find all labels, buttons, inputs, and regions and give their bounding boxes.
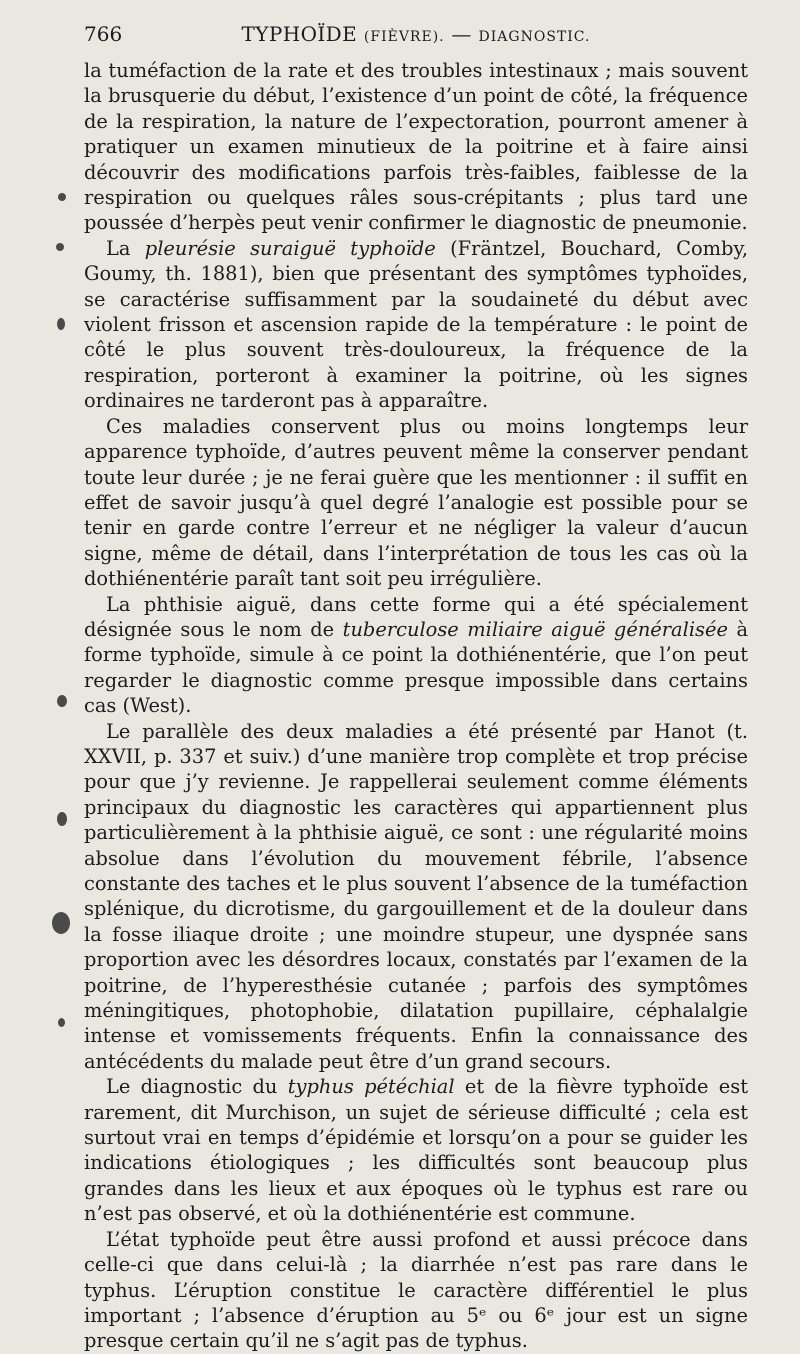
running-title — [154, 22, 678, 46]
paragraph-4-post: à forme typhoïde, simule à ce point la dothiénentérie, que l’on peut regarder le diagnostic comme presque impossible dans certains cas (West). — [84, 617, 748, 718]
page-number: 766 — [84, 22, 123, 46]
paragraph-6-pre: Le diagnostic du — [106, 1075, 288, 1099]
header-dash: — — [451, 22, 472, 46]
paragraph-2-post: (Fräntzel, Bouchard, Comby, Goumy, th. 1881), bien que présentant des symptômes typhoïdes, se caractérise suffisamment par la soudaineté du début avec violent frisson et ascension rapide de la température : le point de côté le plus souvent très-douloureux, la fréquence de la respiration, porteront à examiner la poitrine, où les signes ordinaires ne tarderont pas à apparaître. — [84, 236, 748, 413]
paragraph-6-italic: typhus pétéchial — [287, 1075, 455, 1099]
paragraph-2-italic: pleurésie suraiguë typhoïde — [144, 236, 436, 260]
paragraph-2-pre: La — [106, 236, 145, 260]
paragraph-5: Le parallèle des deux maladies a été présenté par Hanot (t. XXVII, p. 337 et suiv.) d’une manière trop complète et trop précise pour que j’y revienne. Je rappellerai seulement comme éléments principaux du diagnostic les caractères qui appartiennent plus particulièrement à la phthisie aiguë, ce sont : une régularité moins absolue dans l’évolution du mouvement fébrile, l’absence constante des taches et le plus souvent l’absence de la tuméfaction splénique, du dicrotisme, du gargouillement et de la douleur dans la fosse iliaque droite ; une moindre stupeur, une dyspnée sans proportion avec les désordres locaux, constatés par l’examen de la poitrine, de l’hyperesthésie cutanée ; parfois des symptômes méningitiques, photophobie, dilatation pupillaire, céphalalgie intense et vomissements fréquents. Enfin la connaissance des antécédents du malade peut être d’un grand secours. — [84, 719, 748, 1073]
margin-ink-spot — [57, 318, 65, 330]
header-title: TYPHOÏDE — [241, 22, 358, 46]
paragraph-7: L’état typhoïde peut être aussi profond et aussi précoce dans celle-ci que dans celui-là ; la diarrhée n’est pas rare dans le typhus. L’éruption constitue le caractère différentiel le plus important ; l’absence d’éruption au 5ᵉ ou 6ᵉ jour est un signe presque certain qu’il ne s’agit pas de typhus. — [84, 1227, 748, 1353]
margin-ink-spot — [56, 243, 64, 251]
paragraph-2 — [84, 236, 748, 414]
paragraph-4-pre: La phthisie aiguë, dans cette forme qui a été spécialement désignée sous le nom de — [84, 592, 748, 641]
paragraph-4-italic: tuberculose miliaire aiguë généralisée — [342, 617, 728, 641]
margin-ink-spot — [58, 1018, 65, 1027]
margin-ink-spot — [57, 812, 67, 826]
paragraph-4 — [84, 592, 748, 719]
paragraph-3: Ces maladies conservent plus ou moins longtemps leur apparence typhoïde, d’autres peuvent même la conserver pendant toute leur durée ; je ne ferai guère que les mentionner : il suffit en effet de savoir jusqu’à quel degré l’analogie est possible pour se tenir en garde contre l’erreur et ne négliger la valeur d’aucun signe, même de détail, dans l’interprétation de tous les cas où la dothiénentérie paraît tant soit peu irrégulière. — [84, 414, 748, 591]
header-section: DIAGNOSTIC. — [478, 29, 591, 45]
running-header — [84, 22, 748, 52]
header-subtitle: (FIÈVRE). — [363, 29, 445, 45]
paragraph-1: la tuméfaction de la rate et des troubles intestinaux ; mais souvent la brusquerie du début, l’existence d’un point de côté, la fréquence de la respiration, la nature de l’expectoration, pourront amener à pratiquer un examen minutieux de la poitrine et à faire ainsi découvrir des modifications parfois très-faibles, faiblesse de la respiration ou quelques râles sous-crépitants ; plus tard une poussée d’herpès peut venir confirmer le diagnostic de pneumonie. — [84, 59, 748, 235]
margin-ink-spot — [52, 912, 70, 934]
paragraph-6 — [84, 1074, 748, 1226]
body-text — [84, 58, 748, 1354]
margin-ink-spot — [58, 193, 66, 201]
margin-ink-spot — [57, 695, 67, 707]
paragraph-6-post: et de la fièvre typhoïde est rarement, dit Murchison, un sujet de sérieuse difficulté ; cela est surtout vrai en temps d’épidémie et lorsqu’on a pour se guider les indications étiologiques ; les difficultés sont beaucoup plus grandes dans les lieux et aux époques où le typhus est rare ou n’est pas observé, et où la dothiénentérie est commune. — [84, 1075, 748, 1226]
